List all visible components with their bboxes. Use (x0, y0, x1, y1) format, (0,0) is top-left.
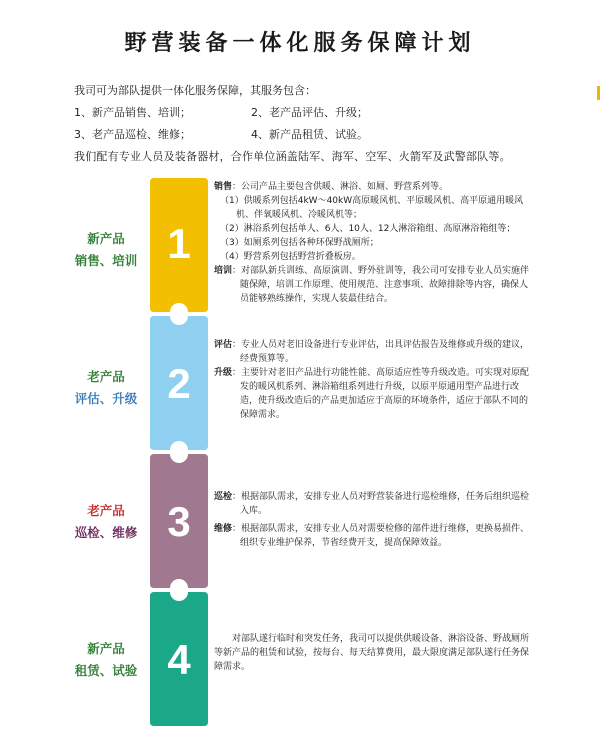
para-text: ：根据部队需求，安排专业人员对野营装备进行巡检维修，任务后组织巡检入库。 (232, 492, 530, 516)
sub-item: （3）如厕系列包括各种环保野战厕所； (220, 238, 379, 248)
section-number: 2 (167, 360, 191, 407)
para-text: ：对部队新兵训练、高原演训、野外驻训等，我公司可安排专业人员实施伴随保障，培训工作原理、使用规范、注意事项、故障排除等内容，确保人员能够熟练操作，实现人装最佳结合。 (232, 266, 530, 304)
label-line: 销售、培训 (74, 253, 138, 268)
intro-item: 4、新产品租赁、试验。 (251, 128, 368, 141)
section-content (214, 338, 530, 422)
section-content (214, 490, 530, 550)
intro-row (74, 124, 511, 146)
section-label (56, 228, 156, 272)
para-key: 培训 (214, 266, 233, 276)
label-line: 租赁、试验 (74, 663, 138, 678)
puzzle-block-3 (150, 454, 208, 588)
para-key: 巡检 (214, 492, 233, 502)
para-text: ：专业人员对老旧设备进行专业评估，出具评估报告及维修或升级的建议，经费预算等。 (232, 340, 530, 364)
intro-item: 3、老产品巡检、维修； (74, 128, 191, 141)
label-line: 老产品 (87, 369, 125, 384)
sub-item: （1）供暖系列包括4kW～40kW高原暖风机、平原暖风机、高平原通用暖风机、伴氧暖风机、冷暖风机等； (220, 196, 524, 220)
section-number: 4 (167, 636, 191, 683)
section-label (56, 638, 156, 682)
puzzle-block-4 (150, 592, 208, 726)
para-text: ：主要针对老旧产品进行功能性能、高原适应性等升级改造。可实现对原配发的暖风机系列、淋浴箱组系列进行升级，以原平原通用型产品进行改造，使升级改造后的产品更加适应于高原的环境条件，适应于部队不同的保障需求。 (232, 368, 530, 420)
section-content (214, 632, 530, 674)
label-line: 新产品 (87, 231, 125, 246)
intro-row (74, 102, 511, 124)
sub-item: （4）野营系列包括野营折叠板房。 (220, 252, 361, 262)
para-key: 升级 (214, 368, 233, 378)
intro-line: 我司可为部队提供一体化服务保障，其服务包含： (74, 84, 316, 97)
para-key: 销售 (214, 182, 233, 192)
section-content (214, 180, 530, 306)
section-number: 1 (167, 220, 191, 267)
sub-item: （2）淋浴系列包括单人、6人、10人、12人淋浴箱组、高原淋浴箱组等； (220, 224, 516, 234)
section-label (56, 500, 156, 544)
para-text: ：根据部队需求，安排专业人员对需要检修的部件进行维修，更换易损件、组织专业维护保养，节省经费开支，提高保障效益。 (232, 524, 530, 548)
para-key: 评估 (214, 340, 233, 350)
intro-block (74, 80, 511, 168)
label-line: 老产品 (87, 503, 125, 518)
para-key: 维修 (214, 524, 233, 534)
puzzle-block-2 (150, 316, 208, 450)
page-title: 野营装备一体化服务保障计划 (124, 31, 476, 56)
para-text: ：公司产品主要包含供暖、淋浴、如厕、野营系列等。 (232, 182, 449, 192)
label-line: 巡检、维修 (74, 525, 138, 540)
section-number: 3 (167, 498, 191, 545)
intro-item: 2、老产品评估、升级； (251, 106, 368, 119)
intro-line: 我们配有专业人员及装备器材，合作单位涵盖陆军、海军、空军、火箭军及武警部队等。 (74, 150, 511, 163)
para-text: 对部队遂行临时和突发任务，我司可以提供供暖设备、淋浴设备、野战厕所等新产品的租赁和试验，按每台、每天结算费用，最大限度满足部队遂行任务保障需求。 (214, 634, 530, 672)
label-line: 新产品 (87, 641, 125, 656)
puzzle-block-1 (150, 178, 208, 312)
section-label (56, 366, 156, 410)
label-line: 评估、升级 (74, 391, 138, 406)
intro-item: 1、新产品销售、培训； (74, 106, 191, 119)
